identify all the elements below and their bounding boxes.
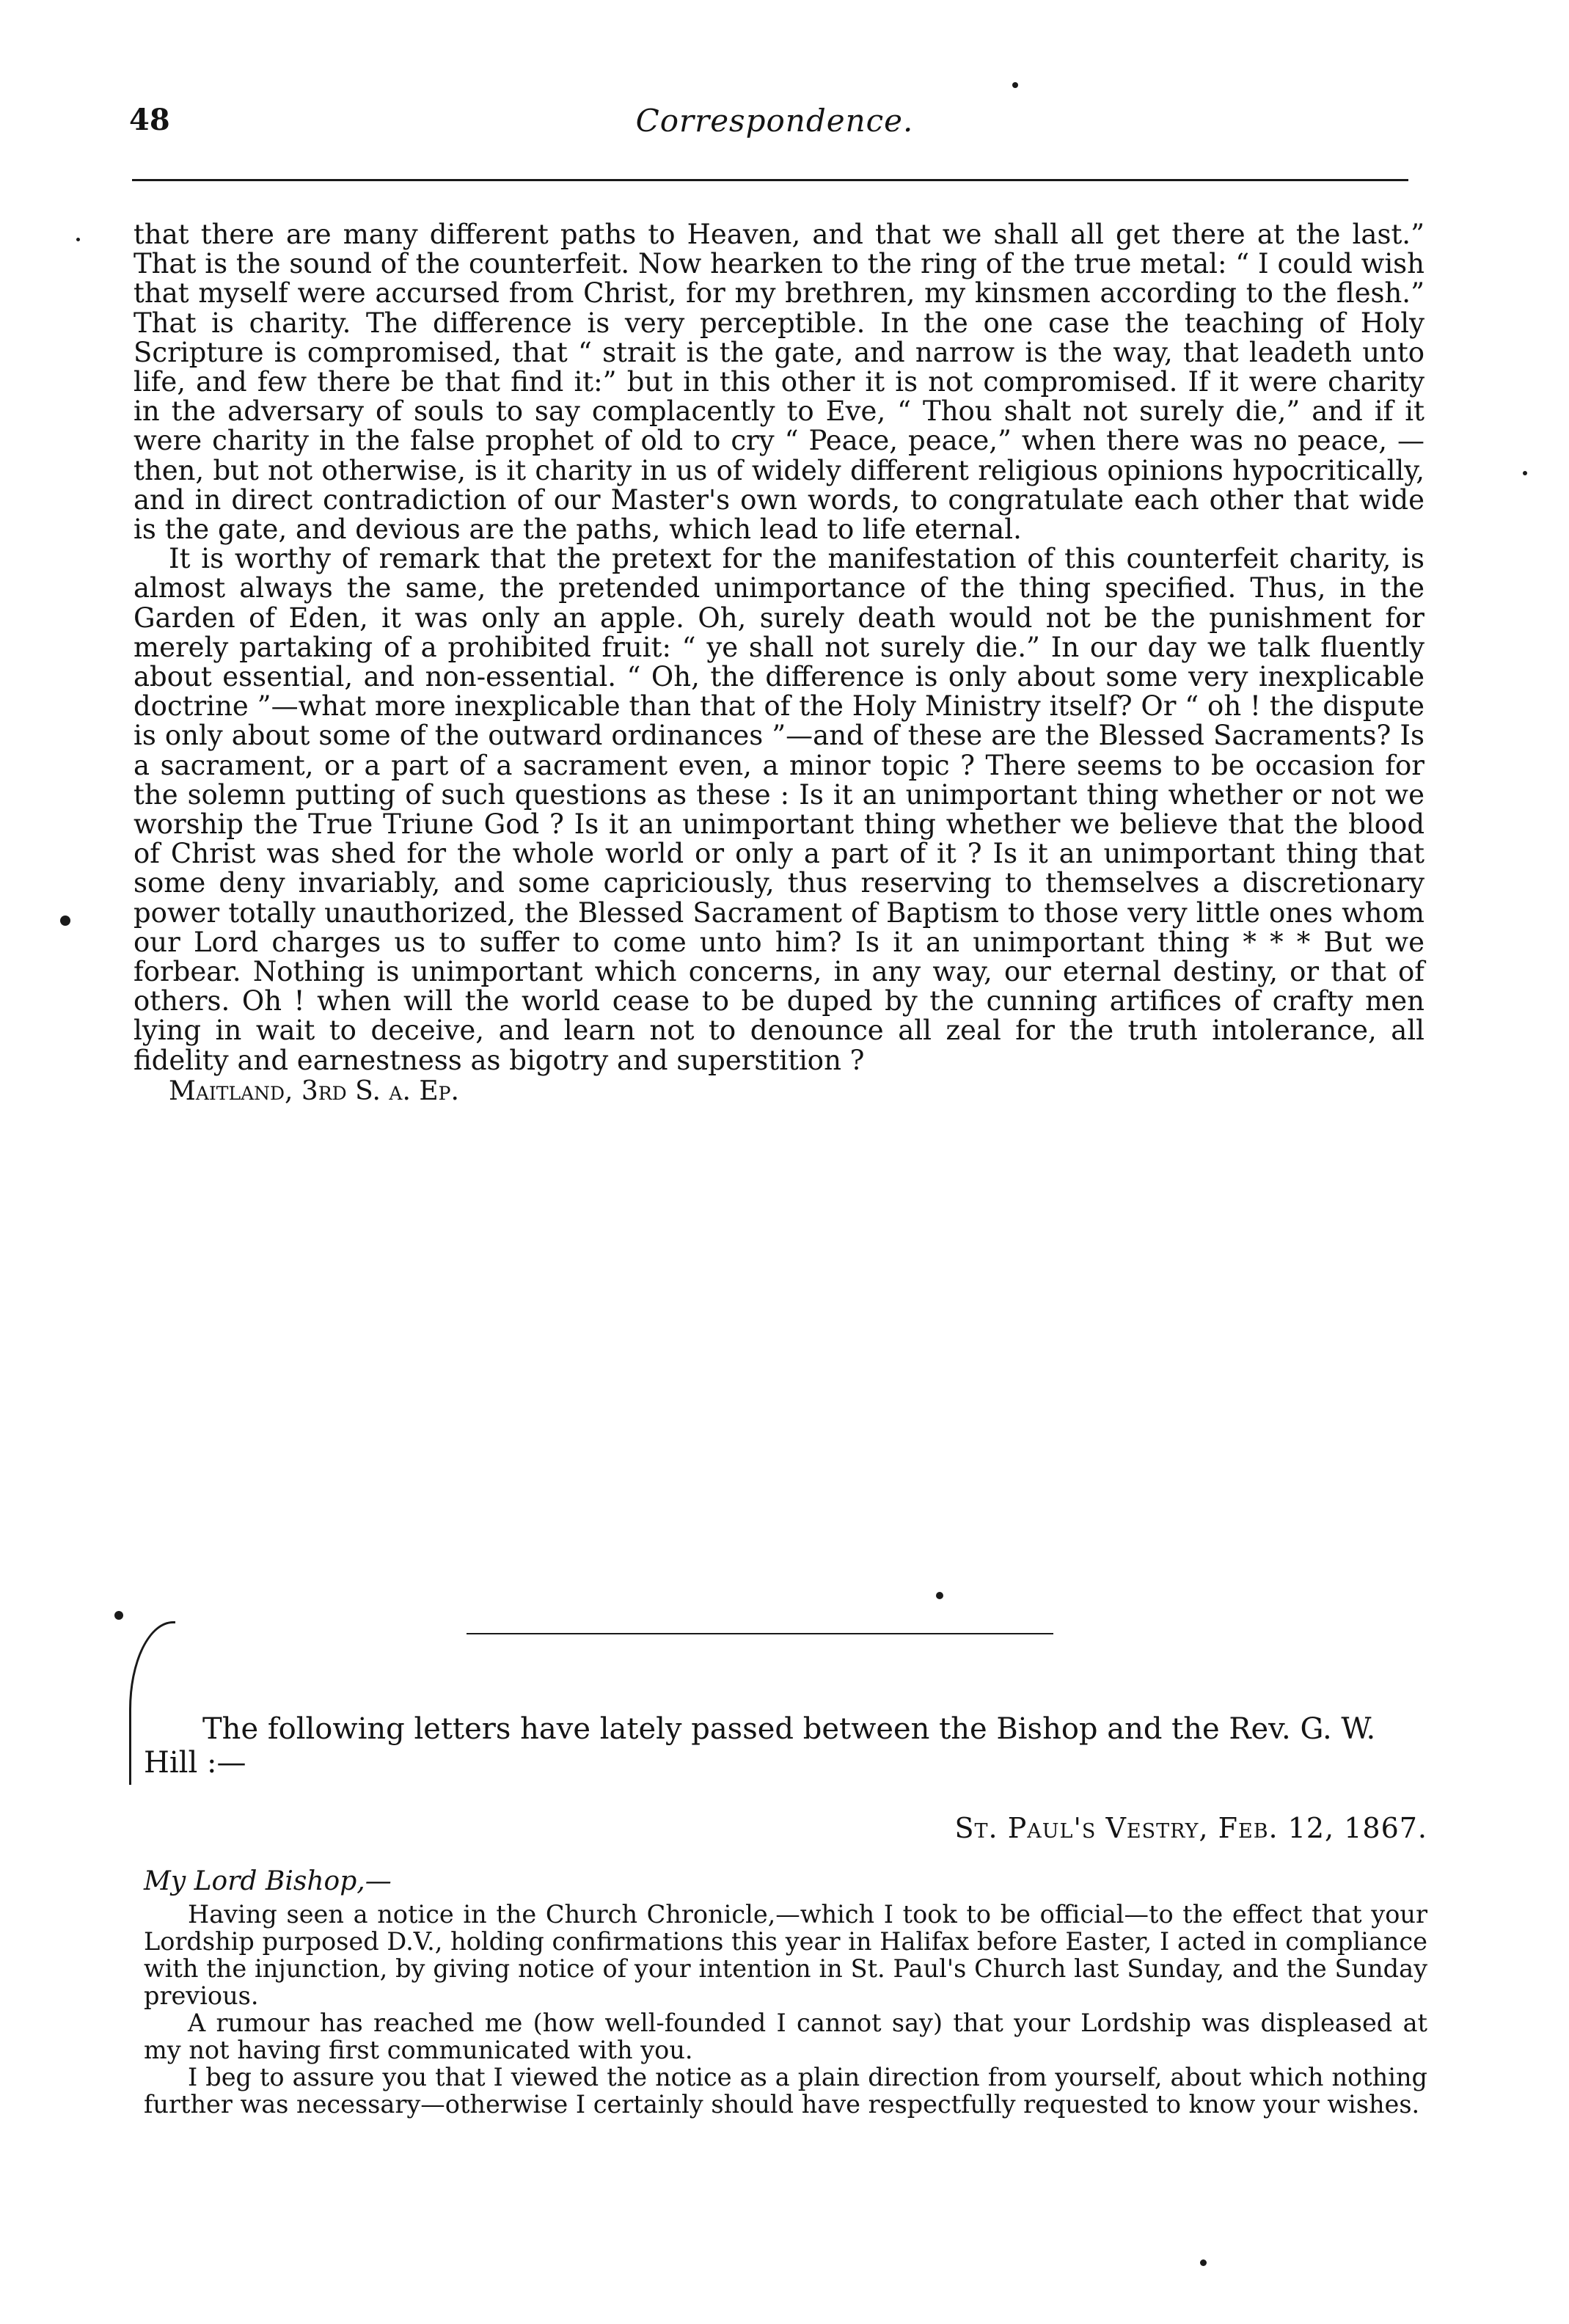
scan-speck (60, 916, 70, 926)
scan-speck (936, 1592, 943, 1599)
scan-speck (1012, 82, 1018, 88)
letter-paragraph-3: I beg to assure you that I viewed the notice as a plain direction from yourself, about which nothing further was necessary—otherwise I certainly should have respectfully requested to know your wishes. (144, 2063, 1427, 2119)
article-paragraph-1: that there are many different paths to Heaven, and that we shall all get there at the last.” That is the sound of the counterfeit. Now hearken to the ring of the true metal: “ I could wish that myself were accursed from Christ, for my brethren, my kinsmen according to the flesh.” That is charity. The difference is very perceptible. In the one case the teaching of Holy Scripture is compromised, that “ strait is the gate, and narrow is the way, that leadeth unto life, and few there be that find it:” but in this other it is not compromised. If it were charity in the adversary of souls to say complacently to Eve, “ Thou shalt not surely die,” and if it were charity in the false prophet of old to cry “ Peace, peace,” when there was no peace, —then, but not otherwise, is it charity in us of widely different religious opinions hypocritically, and in direct contradiction of our Master's own words, to congratulate each other that wide is the gate, and devious are the paths, which lead to life eternal. (134, 219, 1424, 546)
letter-paragraph-2: A rumour has reached me (how well-founded I cannot say) that your Lordship was displeased at my not having first communicated with you. (144, 2009, 1427, 2064)
scan-speck (1200, 2259, 1207, 2266)
article-paragraph-2: It is worthy of remark that the pretext for the manifestation of this counterfeit charity, is almost always the same, the pretended unimportance of the thing specified. Thus, in the Garden of Eden, it was only an apple. Oh, surely death would not be the punishment for merely partaking of a prohibited fruit: “ ye shall not surely die.” In our day we talk fluently about essential, and non-essential. “ Oh, the difference is only about some very inexplicable doctrine ”—what more inexplicable than that of the Holy Ministry itself? Or “ oh ! the dispute is only about some of the outward ordinances ”—and of these are the Blessed Sacraments? Is a sacrament, or a part of a sacrament even, a minor topic ? There seems to be occasion for the solemn putting of such questions as these : Is it an unimportant thing whether or not we worship the True Triune God ? Is it an unimportant thing whether we believe that the blood of Christ was shed for the whole world or only a part of it ? Is it an unimportant thing that some deny invariably, and some capriciously, thus reserving to themselves a discretionary power totally unauthorized, the Blessed Sacrament of Baptism to those very little ones whom our Lord charges us to suffer to come unto him? Is it an unimportant thing * * * But we forbear. Nothing is unimportant which concerns, in any way, our eternal destiny, or that of others. Oh ! when will the world cease to be duped by the cunning artifices of crafty men lying in wait to deceive, and learn not to denounce all zeal for the truth intolerance, all fidelity and earnestness as bigotry and superstition ? (134, 543, 1424, 1076)
scan-speck (1523, 471, 1527, 475)
page-number: 48 (129, 103, 170, 137)
letter-dateline: St. Paul's Vestry, Feb. 12, 1867. (954, 1812, 1427, 1844)
section-divider (467, 1633, 1053, 1634)
scan-speck (76, 238, 80, 241)
letters-intro: The following letters have lately passed between the Bishop and the Rev. G. W. Hill :— (144, 1712, 1376, 1780)
running-head: Correspondence. (635, 103, 914, 139)
page-header (129, 103, 1420, 154)
letters-section (144, 1712, 1427, 2118)
letter-paragraph-1: Having seen a notice in the Church Chronicle,—which I took to be official—to the effect that your Lordship purposed D.V., holding confirmations this year in Halifax before Easter, I acted in compliance with the injunction, by giving notice of your intention in St. Paul's Church last Sunday, and the Sunday previous. (144, 1900, 1427, 2010)
article-body (134, 220, 1424, 1106)
article-attribution: Maitland, 3rd S. a. Ep. (169, 1075, 459, 1106)
letter-salutation: My Lord Bishop,— (144, 1866, 392, 1896)
header-rule (132, 179, 1408, 181)
scan-speck (114, 1611, 123, 1620)
letter-body (144, 1901, 1427, 2118)
